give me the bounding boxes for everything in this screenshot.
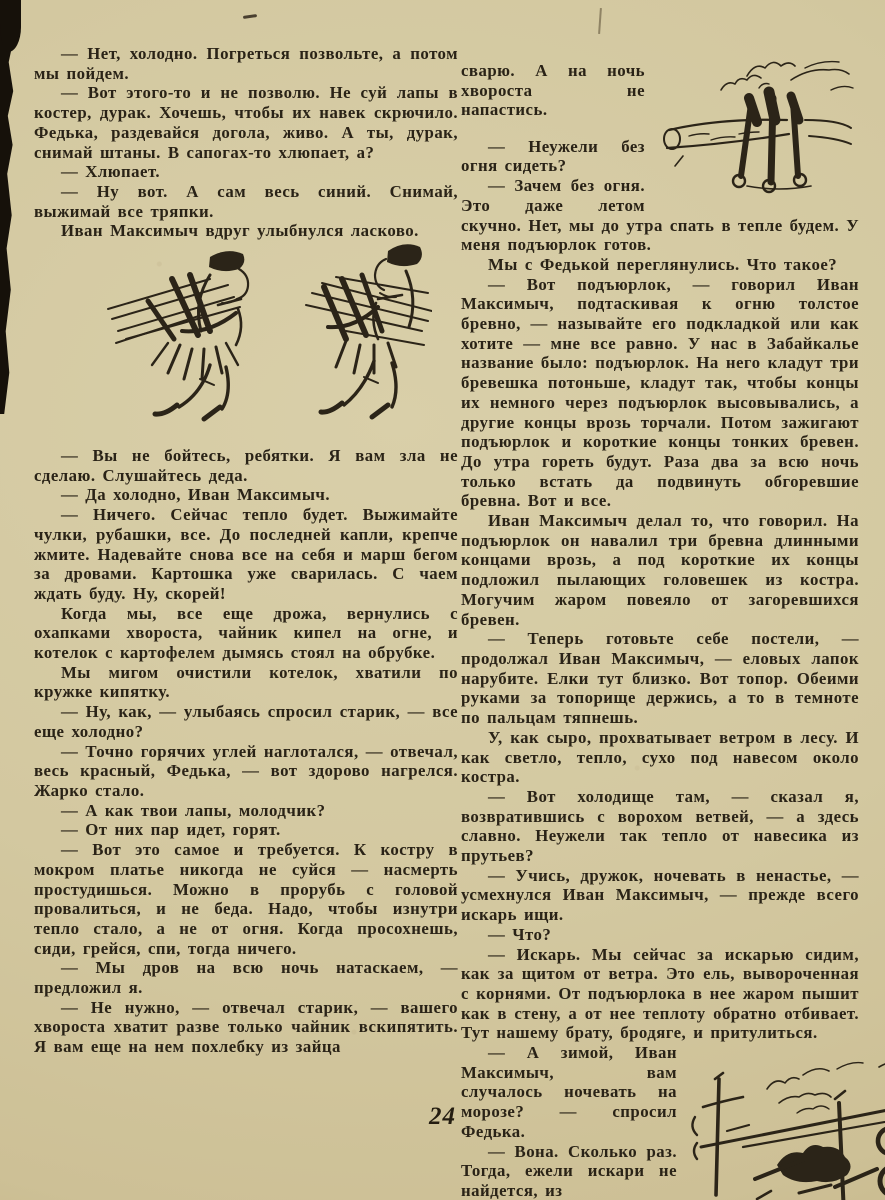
paragraph: Иван Максимыч вдруг улыбнулся ласково. <box>61 221 419 241</box>
paragraph: — А зимой, Иван Максимыч, вам случалось ночевать на морозе? — спросил Федька. <box>461 1043 677 1141</box>
campfire-logs-illustration <box>655 44 861 196</box>
paragraph: — Вот это самое и требуется. К костру в мокром платье никогда не суйся — насмерть простудишься. Можно в прорубь с головой провалиться, и не беда. Надо, чтобы изнутри тепло стало, а не от огня. Когда просохнешь, сиди, грейся, спи, тогда ничего. <box>34 840 458 958</box>
paragraph: — Искарь. Мы сейчас за искарью сидим, как за щитом от ветра. Это ель, вывороченная с корнями. От подъюрлока в нее жаром пышит как в стену, а от нее теплоту обратно отбивает. Тут нашему брату, бродяге, и притулиться. <box>461 944 859 1043</box>
paragraph: — Мы дров на всю ночь натаскаем, — предложил я. <box>34 958 458 998</box>
paragraph: Мы с Федькой переглянулись. Что такое? <box>488 254 838 274</box>
scan-corner-artifact <box>0 0 21 52</box>
paragraph: — От них пар идет, горят. <box>61 820 281 840</box>
paragraph: — Ничего. Сейчас тепло будет. Выжимайте чулки, рубашки, все. До последней капли, крепче жмите. Надевайте снова все на себя и марш бегом за дровами. Картошка уже сварилась. С чаем ждать буду. Ну, скорей! <box>34 505 458 603</box>
boys-carrying-brushwood-sketch <box>60 243 432 445</box>
scan-edge-artifact <box>0 0 15 414</box>
campfire-logs-sketch <box>655 44 861 196</box>
page-number: 24 <box>429 1103 456 1130</box>
paragraph: — Вот холодище там, — сказал я, возвратившись с ворохом ветвей, — а здесь славно. Неужели так тепло от навесика из прутьев? <box>461 786 859 866</box>
paragraph: — Хлюпает. <box>61 162 161 182</box>
paragraph: — Ну вот. А сам весь синий. Снимай, выжимай все тряпки. <box>34 181 458 221</box>
paragraph: — Что? <box>488 924 552 944</box>
paragraph: — Да холодно, Иван Максимыч. <box>61 485 331 505</box>
paragraph: Мы мигом очистили котелок, хватили по кружке кипятку. <box>34 662 458 702</box>
paragraph: — Теперь готовьте себе постели, — продолжал Иван Максимыч, — еловых лапок нарубите. Елки тут близко. Вот топор. Обеими руками за топорище держись, а то в темноте по пальцам тяпнешь. <box>461 629 859 728</box>
ink-speck <box>243 14 257 19</box>
paragraph: — Не нужно, — отвечал старик, — вашего хвороста хватит разве только чайник вскипятить. Я вам еще на нем похлебку из зайца <box>34 997 458 1057</box>
paragraph: — Вона. Сколько раз. Тогда, ежели искари не найдется, из <box>461 1141 677 1200</box>
paragraph: — А как твои лапы, молодчик? <box>61 800 326 820</box>
boys-carrying-brushwood-illustration <box>34 243 458 445</box>
paragraph: — Неужели без огня сидеть? <box>461 136 645 176</box>
paragraph: — Вот этого-то и не позволю. Не суй лапы в костер, дурак. Хочешь, чтобы их навек скрючило. Федька, раздевайся догола, живо. А ты, дурак, снимай штаны. В сапогах-то хлюпает, а? <box>34 83 458 162</box>
paragraph: — Ну, как, — улыбаясь спросил старик, — все еще холодно? <box>34 702 458 741</box>
paragraph: — Зачем без огня. Это даже летом скучно. Нет, мы до утра спать в тепле будем. У меня подъюрлок готов. <box>461 176 859 255</box>
left-text-column <box>34 44 458 1057</box>
paragraph: сварю. А на ночь хвороста не напастись. <box>461 60 645 120</box>
paragraph: У, как сыро, прохватывает ветром в лесу. И как светло, тепло, сухо под навесом около костра. <box>461 727 859 787</box>
paragraph: — Точно горячих углей наглотался, — отвечал, весь красный, Федька, — вот здорово нагрелся. Жарко стало. <box>34 741 458 800</box>
paragraph: — Учись, дружок, ночевать в ненастье, — усмехнулся Иван Максимыч, — прежде всего искарь ищи. <box>461 865 859 925</box>
paragraph: Когда мы, все еще дрожа, вернулись с охапками хвороста, чайник кипел на огне, и котелок с картофелем дымясь стоял на обрубке. <box>34 603 458 663</box>
scratch-mark <box>598 8 601 34</box>
paragraph: — Вот подъюрлок, — говорил Иван Максимыч, подтаскивая к огню толстое бревно, — называйте его подкладкой или как хотите — мне все равно. У нас в Забайкалье название было: подъюрлок. На него кладут три бревешка потоньше, кладут так, чтобы концы их немного через подъюрлок высовывались, а другие концы врозь торчали. Потом зажигают подъюрлок и короткие концы тонких бревен. До утра гореть будут. Раза два за всю ночь только встать да подвинуть обгоревшие бревна. Вот и все. <box>461 274 859 511</box>
paragraph: Иван Максимыч делал то, что говорил. На подъюрлок он навалил три бревна длинными концами врозь, а под короткие их концы подложил пылающих головешек из костра. Могучим жаром повеяло от загоревшихся бревен. <box>461 511 859 629</box>
paragraph: — Нет, холодно. Погреться позвольте, а потом мы пойдем. <box>34 44 458 83</box>
right-text-column <box>461 44 859 1200</box>
paragraph: — Вы не бойтесь, ребятки. Я вам зла не сделаю. Слушайтесь деда. <box>34 446 458 485</box>
